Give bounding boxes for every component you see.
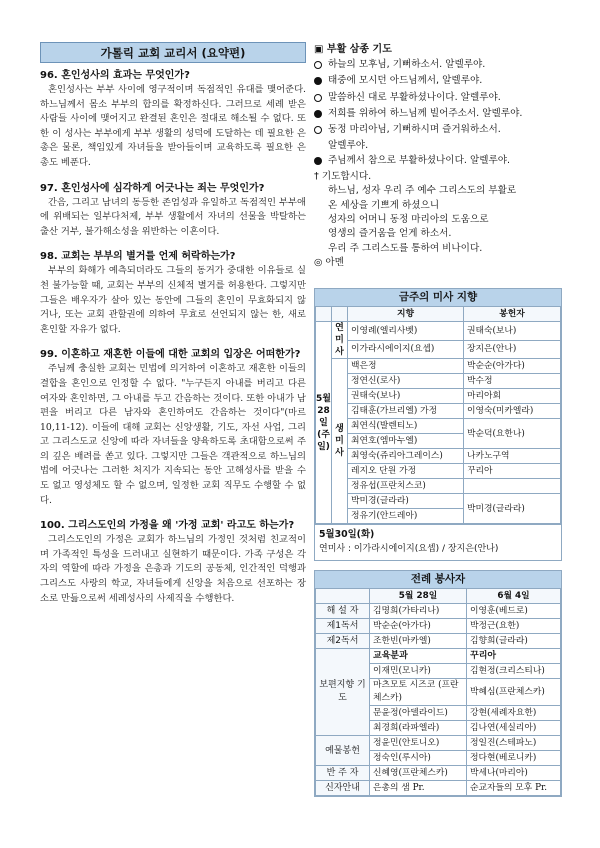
answer-text: 주님께 충실한 교회는 민법에 의거하여 이혼하고 재혼한 이들의 결합을 혼인으로 인정할 수 없다. "누구든지 아내를 버리고 다른 여자와 혼인하면, 그 아내를 두고 간음하는 것이다. 또한 아내가 남편을 버리고 다른 남자와 혼인하여도 간음하는 것이다"(마르 10,11-12). 이들에 대해 교회는 신앙생활, 기도, 자선 사업, 그리고 그리스도교 신앙에 따라 자녀들을 양육하도록 초대함으로써 주의 깊은 배려를 쏟고 있다. 그렇지만 그들은 객관적으로 하느님의 법에 어긋나는 그러한 처지가 지속되는 동안 고해성사를 받을 수도 없고 영성체도 할 수 없으며, 일정한 교회 직무도 수행할 수 없다. — [40, 363, 307, 506]
mass-intention-box — [314, 288, 562, 561]
table-row — [316, 340, 561, 359]
prayer-text: 온 세상을 기쁘게 하셨으니 — [328, 199, 440, 211]
intention-cell: 최연호(엠마누엘) — [348, 434, 464, 449]
bullet-icon — [314, 77, 322, 85]
filled-circle-icon — [314, 74, 328, 90]
col-intention: 지향 — [348, 307, 464, 322]
offerer-cell: 꾸리아 — [464, 464, 561, 479]
server-cell: 최경희(라파엘라) — [370, 721, 467, 736]
prayer-text: 성자의 어머니 동정 마리아의 도움으로 — [328, 213, 489, 225]
prayer-text: 하느님, 성자 우리 주 예수 그리스도의 부활로 — [328, 185, 517, 197]
servers-title: 전례 봉사자 — [315, 571, 561, 588]
open-circle-icon — [314, 91, 328, 107]
table-row — [316, 766, 561, 781]
table-row — [316, 604, 561, 619]
section-99 — [40, 347, 306, 508]
group-cell: 교육분과 — [370, 649, 467, 664]
catechism-title: 가톨릭 교회 교리서 (요약편) — [40, 42, 306, 63]
table-row — [316, 359, 561, 374]
intention-cell: 백은정 — [348, 359, 464, 374]
table-row — [316, 649, 561, 664]
offerer-cell: 마리아회 — [464, 389, 561, 404]
intention-cell: 레지오 단원 가정 — [348, 464, 464, 479]
intention-cell: 권태숙(보나) — [348, 389, 464, 404]
prayer-text: 저희를 위하여 하느님께 빌어주소서. 알렐루야. — [328, 107, 523, 119]
role-cell: 제1독서 — [316, 619, 370, 634]
server-cell: 김명희(가타리나) — [370, 604, 467, 619]
offerer-cell: 장지은(안나) — [464, 340, 561, 359]
prayer-text: 우리 주 그리스도를 통하여 비나이다. — [328, 242, 483, 254]
section-97 — [40, 181, 306, 240]
mass-intention-table — [315, 306, 561, 524]
table-row — [316, 494, 561, 509]
table-row — [316, 389, 561, 404]
mass-intention-title: 금주의 미사 지향 — [315, 289, 561, 306]
table-row — [316, 322, 561, 341]
col-date-2: 6월 4일 — [467, 589, 561, 604]
server-cell: 정일진(스테파노) — [467, 736, 561, 751]
answer-text: 부부의 화해가 예측되더라도 그들의 동거가 중대한 이유들로 실천 불가능할 때, 교회는 부부의 신체적 별거를 허용한다. 그렇지만 그들은 배우자가 살아 있는 동안에 그들의 혼인이 무효화되지 않거나, 또는 교회 관할권에 의하여 무효로 선언되지 않는 한, 새로 혼인할 자유가 없다. — [40, 265, 306, 335]
bullet-icon — [314, 61, 322, 69]
prayer-line — [314, 170, 562, 184]
intention-cell: 정유기(안드레아) — [348, 509, 464, 524]
role-cell: 제2독서 — [316, 634, 370, 649]
server-cell: 김향희(글라라) — [467, 634, 561, 649]
section-100 — [40, 518, 306, 606]
server-cell: 김나연(세실리아) — [467, 721, 561, 736]
prayer-line — [314, 256, 562, 270]
table-header-row — [316, 589, 561, 604]
server-cell: 정윤민(안토니오) — [370, 736, 467, 751]
table-row — [316, 404, 561, 419]
catechism-column — [40, 42, 306, 616]
answer-text: 간음, 그리고 남녀의 동등한 존엄성과 유일하고 독점적인 부부애에 위배되는 일부다처제, 부부 생활에서 자녀의 선물을 박탈하는 출산 거부, 불가해소성을 위반하는 이혼이다. — [40, 196, 306, 237]
server-cell: 김현정(크리스티나) — [467, 664, 561, 679]
table-header-row — [316, 307, 561, 322]
footer-date: 5월30일(화) — [319, 529, 375, 540]
prayer-text: 하늘의 모후님, 기뻐하소서. 알렐루야. — [328, 59, 486, 70]
server-cell: 마츠모토 시즈코 (프란체스카) — [370, 679, 467, 706]
intention-cell: 김태훈(가브리엘) 가정 — [348, 404, 464, 419]
filled-circle-icon — [314, 107, 328, 123]
group-cell: 꾸리아 — [467, 649, 561, 664]
offerer-cell: 나카노구역 — [464, 449, 561, 464]
prayer-text: 알렐루야. — [328, 140, 369, 152]
prayer-text: 말씀하신 대로 부활하셨나이다. 알렐루야. — [328, 91, 501, 103]
server-cell: 문윤정(아델라이드) — [370, 706, 467, 721]
server-cell: 이영훈(베드로) — [467, 604, 561, 619]
open-circle-icon — [314, 123, 328, 139]
offerer-cell: 박미경(글라라) — [464, 494, 561, 524]
bullet-icon — [314, 126, 322, 134]
prayer-text: ◎ 아멘 — [314, 256, 344, 268]
server-cell: 박혜심(프란체스카) — [467, 679, 561, 706]
prayer-line — [314, 74, 562, 90]
mass-date: 5월 28일 (주일) — [316, 322, 332, 524]
group-yeon: 연미사 — [332, 322, 348, 359]
prayer-text: 태중에 모시던 아드님께서, 알렐루야. — [328, 75, 483, 87]
prayer-line — [314, 199, 562, 213]
offerer-cell: 박순덕(요한나) — [464, 419, 561, 449]
offerer-cell: 박순순(아가다) — [464, 359, 561, 374]
prayer-line — [314, 123, 562, 139]
table-row — [316, 736, 561, 751]
server-cell: 정숙인(루시아) — [370, 751, 467, 766]
table-row — [316, 781, 561, 796]
prayer-lines — [314, 58, 562, 270]
offerer-cell: 박수정 — [464, 374, 561, 389]
open-circle-icon — [314, 58, 328, 74]
prayer-line — [314, 184, 562, 198]
server-cell: 이재민(모니카) — [370, 664, 467, 679]
footer-text: 연미사 : 이가라시에이지(요셉) / 장지은(안나) — [319, 544, 499, 554]
server-cell: 강현(세례자요한) — [467, 706, 561, 721]
question-heading: 97. 혼인성사에 심각하게 어긋나는 죄는 무엇인가? — [40, 182, 265, 194]
server-cell: 신혜영(프란체스카) — [370, 766, 467, 781]
offerer-cell — [464, 479, 561, 494]
mass-footer — [315, 524, 561, 560]
question-heading: 100. 그리스도인의 가정을 왜 '가정 교회' 라고도 하는가? — [40, 520, 295, 532]
group-saeng: 생미사 — [332, 359, 348, 524]
section-96 — [40, 68, 306, 171]
table-row — [316, 374, 561, 389]
prayer-text: 주님께서 참으로 부활하셨나이다. 알렐루야. — [328, 154, 511, 166]
server-cell: 정다현(베로니카) — [467, 751, 561, 766]
prayer-line — [314, 91, 562, 107]
intention-cell: 정유섭(프란치스코) — [348, 479, 464, 494]
role-cell: 반 주 자 — [316, 766, 370, 781]
server-cell: 박정근(요한) — [467, 619, 561, 634]
answer-text: 그리스도인의 가정은 교회가 하느님의 가정인 것처럼 친교적이며 가족적인 특성을 드러내고 실현하기 때문이다. 가족 구성은 각자의 역할에 따라 가정을 은총과 기도의 공동체, 인간적인 덕행과 그리스도 사랑의 학교, 자녀들에게 신앙을 처음으로 선포하는 장소로 만듦으로써 세례성사의 사제직을 수행한다. — [40, 534, 306, 604]
prayer-line — [314, 154, 562, 170]
col-date-1: 5월 28일 — [370, 589, 467, 604]
bullet-icon — [314, 94, 322, 102]
prayer-text: † 기도합시다. — [314, 171, 372, 183]
table-row — [316, 619, 561, 634]
role-cell: 신자안내 — [316, 781, 370, 796]
intention-cell: 최연식(발렌티노) — [348, 419, 464, 434]
bullet-icon — [314, 157, 322, 165]
table-row — [316, 479, 561, 494]
filled-circle-icon — [314, 154, 328, 170]
intention-cell: 이가라시에이지(요셉) — [348, 340, 464, 359]
prayer-line — [314, 107, 562, 123]
intention-cell: 이영례(엘리사벳) — [348, 322, 464, 341]
offerer-cell: 이영숙(미카엘라) — [464, 404, 561, 419]
role-cell: 해 설 자 — [316, 604, 370, 619]
intention-cell: 정연신(로사) — [348, 374, 464, 389]
question-heading: 98. 교회는 부부의 별거를 언제 허락하는가? — [40, 251, 236, 263]
question-heading: 99. 이혼하고 재혼한 이들에 대한 교회의 입장은 어떠한가? — [40, 349, 301, 361]
liturgy-servers-box — [314, 570, 562, 797]
table-row — [316, 634, 561, 649]
prayer-text: 동정 마리아님, 기뻐하시며 즐거워하소서. — [328, 124, 501, 136]
table-row — [316, 449, 561, 464]
prayer-text: 영생의 즐거움을 얻게 하소서. — [328, 228, 452, 240]
question-heading: 96. 혼인성사의 효과는 무엇인가? — [40, 70, 190, 81]
intention-cell: 최영숙(쥬리아그레이스) — [348, 449, 464, 464]
prayer-line — [314, 227, 562, 241]
prayer-line — [314, 139, 562, 153]
prayer-line — [314, 58, 562, 74]
intention-cell: 박미경(글라라) — [348, 494, 464, 509]
table-row — [316, 464, 561, 479]
right-column — [314, 42, 562, 793]
server-cell: 박순순(아가다) — [370, 619, 467, 634]
server-cell: 박세나(마리아) — [467, 766, 561, 781]
role-cell: 보편지향 기 도 — [316, 649, 370, 736]
server-cell: 은총의 샘 Pr. — [370, 781, 467, 796]
section-98 — [40, 249, 306, 337]
prayer-line — [314, 242, 562, 256]
answer-text: 혼인성사는 부부 사이에 영구적이며 독점적인 유대를 맺어준다. 하느님께서 몸소 부부의 합의를 확정하신다. 그러므로 세례 받은 사람들 사이에 맺어지고 완결된 혼인은 절대로 해소될 수 없다. 또한 이 성사는 부부에게 부부 생활의 성덕에 도달하는 데 필요한 은총은 물론, 책임있게 자녀들을 받아들이며 교육하도록 필요한 은총도 베푼다. — [40, 84, 306, 168]
col-offerer: 봉헌자 — [464, 307, 561, 322]
server-cell: 순교자들의 모후 Pr. — [467, 781, 561, 796]
role-cell: 예물봉헌 — [316, 736, 370, 766]
servers-table — [315, 588, 561, 796]
bullet-icon — [314, 110, 322, 118]
offerer-cell: 권태숙(보나) — [464, 322, 561, 341]
prayer-line — [314, 213, 562, 227]
prayer-title: ▣ 부활 삼종 기도 — [314, 44, 392, 55]
easter-prayer — [314, 42, 562, 270]
table-row — [316, 419, 561, 434]
server-cell: 조한빈(마카엘) — [370, 634, 467, 649]
